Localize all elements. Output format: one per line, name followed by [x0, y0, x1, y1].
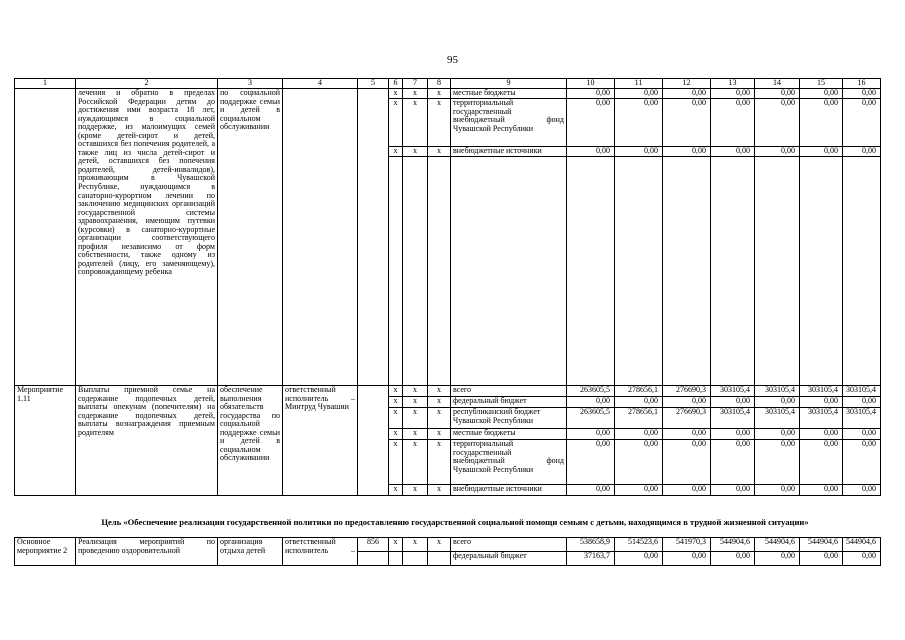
col-number: 6 — [389, 79, 403, 89]
executor-cell — [283, 89, 358, 386]
code-cell: x — [428, 386, 451, 397]
amount-cell: 0,00 — [711, 552, 755, 566]
amount-cell: 0,00 — [800, 99, 843, 147]
col-number: 12 — [663, 79, 711, 89]
col-number: 2 — [76, 79, 218, 89]
funding-source: федеральный бюджет — [451, 552, 567, 566]
amount-cell: 0,00 — [755, 429, 800, 440]
code-cell — [403, 157, 428, 386]
amount-cell: 0,00 — [615, 99, 663, 147]
amount-cell: 0,00 — [800, 440, 843, 485]
amount-cell: 0,00 — [663, 485, 711, 496]
amount-cell: 0,00 — [567, 99, 615, 147]
amount-cell — [800, 157, 843, 386]
code-cell: x — [389, 99, 403, 147]
amount-cell: 276690,3 — [663, 408, 711, 429]
amount-cell: 0,00 — [567, 147, 615, 157]
amount-cell: 0,00 — [663, 397, 711, 408]
amount-cell: 303105,4 — [800, 386, 843, 397]
amount-cell: 276690,3 — [663, 386, 711, 397]
amount-cell: 303105,4 — [843, 408, 881, 429]
measure-goal: обеспечение выполнения обязательств государства по социальной поддержке семьи и детей в социальном обслуживании — [218, 386, 283, 496]
funding-source: территориальный государственный внебюджетный фонд Чувашской Республики — [451, 440, 567, 485]
amount-cell: 0,00 — [843, 552, 881, 566]
executor-role: ответственный исполнитель — [285, 537, 336, 555]
code-cell: x — [428, 429, 451, 440]
amount-cell: 263605,5 — [567, 408, 615, 429]
col-number: 14 — [755, 79, 800, 89]
code-cell: x — [403, 429, 428, 440]
code-cell: 856 — [358, 538, 389, 552]
amount-cell: 0,00 — [663, 89, 711, 99]
funding-source: местные бюджеты — [451, 89, 567, 99]
amount-cell: 0,00 — [663, 99, 711, 147]
funding-source: всего — [451, 386, 567, 397]
amount-cell: 0,00 — [663, 429, 711, 440]
measure-number: Мероприятие 1.11 — [15, 386, 76, 496]
code-cell — [389, 552, 403, 566]
amount-cell — [755, 157, 800, 386]
amount-cell: 0,00 — [843, 89, 881, 99]
col-number: 1 — [15, 79, 76, 89]
measure-description: лечения и обратно в пределах Российской Федерации детям до достижения ими возраста 18 лет, нуждающимся в социальной поддержке, из малоимущих семей (кроме детей-сирот и детей, оставшихся без попечения родителей, а также лиц из числа детей-сирот и детей, оставшихся без попечения родителей, детей-инвалидов), проживающим в Чувашской Республике, нуждающимся в санаторно-курортном лечении по заключению медицинских организаций государственной системы здравоохранения, имеющим путевки (курсовки) в санаторно-курортные организации соответствующего профиля независимо от форм собственности, также одному из родителей (лицу, его заменяющему), сопровождающему ребенка — [76, 89, 218, 386]
code-cell — [358, 552, 389, 566]
amount-cell: 0,00 — [843, 99, 881, 147]
amount-cell: 278656,1 — [615, 408, 663, 429]
dash: – — [351, 393, 355, 403]
amount-cell — [843, 157, 881, 386]
amount-cell: 303105,4 — [843, 386, 881, 397]
code-cell: x — [389, 408, 403, 429]
row-label — [15, 89, 76, 386]
code-cell: x — [403, 408, 428, 429]
code-cell: x — [403, 440, 428, 485]
code-cell: x — [389, 89, 403, 99]
code-cell: x — [428, 89, 451, 99]
amount-cell: 37163,7 — [567, 552, 615, 566]
amount-cell — [615, 157, 663, 386]
amount-cell: 303105,4 — [711, 386, 755, 397]
col-number: 11 — [615, 79, 663, 89]
code-cell: x — [403, 386, 428, 397]
amount-cell: 541970,3 — [663, 538, 711, 552]
amount-cell: 0,00 — [843, 429, 881, 440]
amount-cell: 0,00 — [615, 397, 663, 408]
amount-cell: 0,00 — [567, 440, 615, 485]
amount-cell: 0,00 — [711, 485, 755, 496]
measure-goal: по социальной поддержке семьи и детей в социальном обслуживании — [218, 89, 283, 386]
col-number: 4 — [283, 79, 358, 89]
amount-cell: 303105,4 — [711, 408, 755, 429]
executor-cell — [283, 538, 358, 566]
code-cell — [389, 157, 403, 386]
amount-cell: 303105,4 — [755, 408, 800, 429]
amount-cell: 0,00 — [567, 429, 615, 440]
amount-cell: 0,00 — [755, 147, 800, 157]
amount-cell: 0,00 — [711, 147, 755, 157]
amount-cell — [711, 157, 755, 386]
amount-cell: 0,00 — [800, 89, 843, 99]
code-cell: x — [403, 89, 428, 99]
amount-cell: 0,00 — [843, 440, 881, 485]
code-cell: x — [389, 429, 403, 440]
code-cell: x — [403, 538, 428, 552]
amount-cell: 0,00 — [615, 147, 663, 157]
amount-cell: 0,00 — [615, 89, 663, 99]
budget-table — [14, 78, 881, 496]
amount-cell: 544904,6 — [843, 538, 881, 552]
amount-cell — [663, 157, 711, 386]
amount-cell: 0,00 — [755, 552, 800, 566]
code-cell: x — [389, 147, 403, 157]
amount-cell: 0,00 — [615, 552, 663, 566]
col-number: 7 — [403, 79, 428, 89]
code-cell: x — [428, 408, 451, 429]
code-cell — [358, 386, 389, 496]
code-cell: x — [403, 397, 428, 408]
amount-cell: 0,00 — [800, 429, 843, 440]
col-number: 16 — [843, 79, 881, 89]
code-cell: x — [403, 147, 428, 157]
code-cell: x — [389, 386, 403, 397]
amount-cell: 0,00 — [567, 485, 615, 496]
amount-cell: 544904,6 — [800, 538, 843, 552]
amount-cell: 0,00 — [843, 397, 881, 408]
amount-cell: 0,00 — [711, 440, 755, 485]
funding-source: внебюджетные источники — [451, 147, 567, 157]
executor-cell — [283, 386, 358, 496]
amount-cell: 0,00 — [711, 397, 755, 408]
amount-cell: 0,00 — [800, 485, 843, 496]
column-number-row — [15, 79, 881, 89]
code-cell: x — [428, 147, 451, 157]
budget-table-continued — [14, 537, 881, 566]
amount-cell: 0,00 — [800, 552, 843, 566]
funding-source: федеральный бюджет — [451, 397, 567, 408]
measure-number: Основное мероприятие 2 — [15, 538, 76, 566]
col-number: 8 — [428, 79, 451, 89]
code-cell: x — [428, 538, 451, 552]
amount-cell: 0,00 — [567, 89, 615, 99]
amount-cell: 303105,4 — [800, 408, 843, 429]
amount-cell: 278656,1 — [615, 386, 663, 397]
amount-cell: 0,00 — [843, 485, 881, 496]
amount-cell: 0,00 — [755, 440, 800, 485]
funding-source: республиканский бюджет Чувашской Республики — [451, 408, 567, 429]
code-cell: x — [403, 99, 428, 147]
amount-cell: 544904,6 — [755, 538, 800, 552]
amount-cell: 0,00 — [615, 429, 663, 440]
code-cell: x — [389, 538, 403, 552]
funding-source — [451, 157, 567, 386]
amount-cell: 0,00 — [663, 440, 711, 485]
measure-goal: организация отдыха детей — [218, 538, 283, 566]
code-cell: x — [428, 99, 451, 147]
measure-description: Реализация мероприятий по проведению оздоровительной — [76, 538, 218, 566]
table-row — [15, 89, 881, 99]
code-cell: x — [428, 397, 451, 408]
measure-description: Выплаты приемной семье на содержание подопечных детей, выплаты опекунам (попечителям) на содержание подопечных детей, выплаты вознаграждения приемным родителям — [76, 386, 218, 496]
goal-heading: Цель «Обеспечение реализации государственной политики по предоставлению государственной социальной помощи семьям с детьми, находящимся в трудной жизненной ситуации» — [101, 517, 809, 527]
amount-cell: 0,00 — [615, 440, 663, 485]
code-cell — [403, 552, 428, 566]
code-cell — [358, 89, 389, 386]
col-number: 3 — [218, 79, 283, 89]
amount-cell: 0,00 — [615, 485, 663, 496]
dash: – — [351, 545, 355, 555]
amount-cell: 0,00 — [800, 397, 843, 408]
col-number: 9 — [451, 79, 567, 89]
table-row — [15, 538, 881, 552]
code-cell: x — [389, 397, 403, 408]
amount-cell: 0,00 — [711, 429, 755, 440]
amount-cell: 263605,5 — [567, 386, 615, 397]
col-number: 5 — [358, 79, 389, 89]
amount-cell: 0,00 — [755, 99, 800, 147]
amount-cell: 514523,6 — [615, 538, 663, 552]
amount-cell: 0,00 — [755, 397, 800, 408]
amount-cell: 538658,9 — [567, 538, 615, 552]
code-cell: x — [428, 440, 451, 485]
col-number: 10 — [567, 79, 615, 89]
page-number: 95 — [447, 54, 458, 66]
amount-cell: 0,00 — [800, 147, 843, 157]
amount-cell: 0,00 — [711, 99, 755, 147]
amount-cell: 544904,6 — [711, 538, 755, 552]
code-cell — [428, 157, 451, 386]
amount-cell: 0,00 — [663, 147, 711, 157]
code-cell — [428, 552, 451, 566]
amount-cell: 0,00 — [755, 485, 800, 496]
executor-name: Минтруд Чувашии — [285, 402, 349, 412]
table-row — [15, 386, 881, 397]
code-cell: x — [389, 485, 403, 496]
amount-cell: 0,00 — [843, 147, 881, 157]
amount-cell: 0,00 — [711, 89, 755, 99]
funding-source: всего — [451, 538, 567, 552]
amount-cell — [567, 157, 615, 386]
amount-cell: 0,00 — [755, 89, 800, 99]
executor-role: ответственный исполнитель — [285, 385, 336, 403]
funding-source: внебюджетные источники — [451, 485, 567, 496]
amount-cell: 303105,4 — [755, 386, 800, 397]
col-number: 13 — [711, 79, 755, 89]
amount-cell: 0,00 — [567, 397, 615, 408]
col-number: 15 — [800, 79, 843, 89]
amount-cell: 0,00 — [663, 552, 711, 566]
code-cell: x — [428, 485, 451, 496]
funding-source: местные бюджеты — [451, 429, 567, 440]
funding-source: территориальный государственный внебюджетный фонд Чувашской Республики — [451, 99, 567, 147]
code-cell: x — [389, 440, 403, 485]
code-cell: x — [403, 485, 428, 496]
